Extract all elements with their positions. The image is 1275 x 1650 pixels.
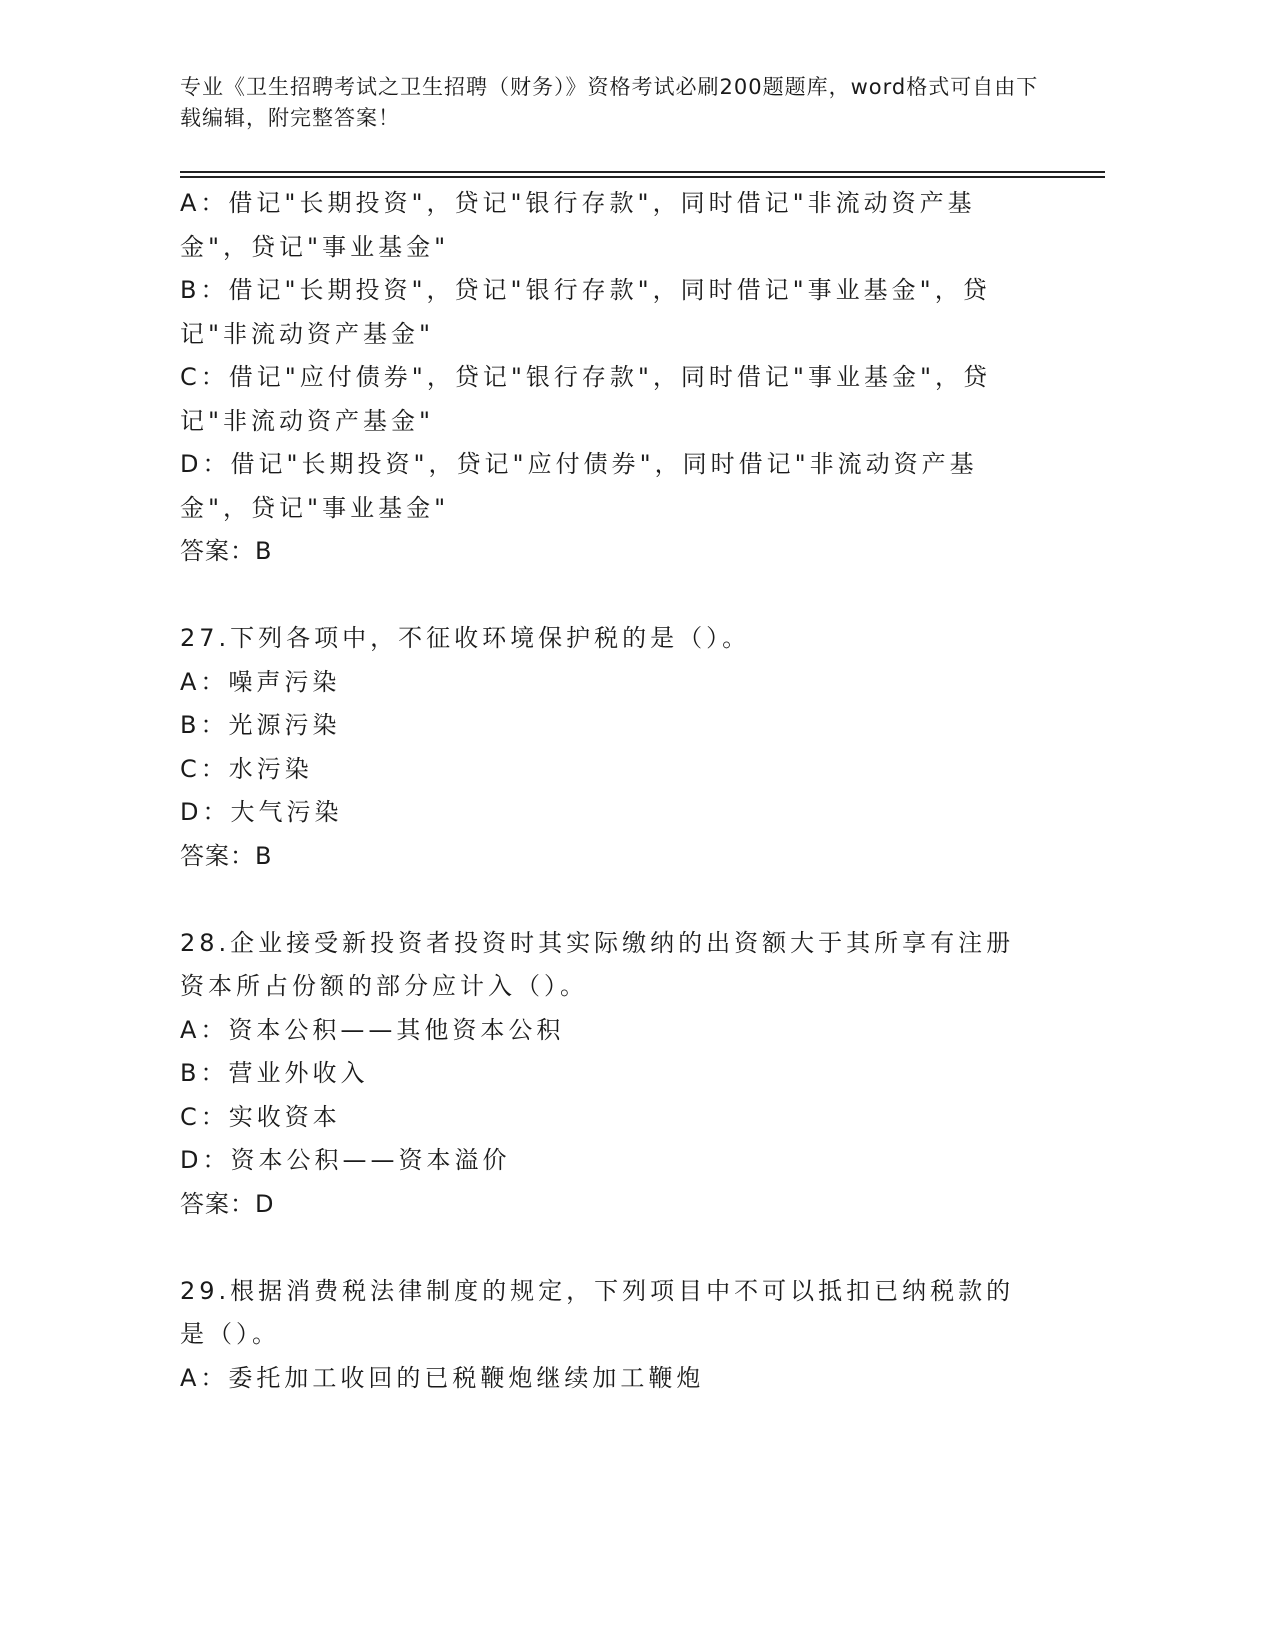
option-a: A：噪声污染	[180, 667, 341, 696]
option-d: D：资本公积——资本溢价	[180, 1146, 511, 1174]
question-27	[180, 617, 1040, 878]
document-header: 专业《卫生招聘考试之卫生招聘（财务）》资格考试必刷200题题库，word格式可自由下载编辑，附完整答案！	[180, 75, 1039, 130]
spacer	[180, 574, 1040, 618]
option-c: C：水污染	[180, 754, 313, 783]
question-29	[180, 1270, 1040, 1401]
answer: 答案：B	[180, 841, 273, 870]
option-d: D：大气污染	[180, 798, 343, 826]
question-stem: 28.企业接受新投资者投资时其实际缴纳的出资额大于其所享有注册资本所占份额的部分应计入（）。	[180, 928, 1015, 1000]
question-content	[180, 182, 1040, 1400]
header-divider-bottom	[180, 176, 1105, 178]
option-b: B：借记"长期投资"，贷记"银行存款"，同时借记"事业基金"，贷记"非流动资产基金"	[180, 276, 991, 348]
question-stem: 27.下列各项中，不征收环境保护税的是（）。	[180, 624, 751, 652]
option-c: C：借记"应付债券"，贷记"银行存款"，同时借记"事业基金"，贷记"非流动资产基金"	[180, 363, 991, 435]
question-28	[180, 922, 1040, 1227]
option-a: A：委托加工收回的已税鞭炮继续加工鞭炮	[180, 1363, 705, 1392]
question-previous	[180, 182, 1040, 574]
answer: 答案：D	[180, 1189, 275, 1218]
option-a: A：借记"长期投资"，贷记"银行存款"，同时借记"非流动资产基金"，贷记"事业基金"	[180, 189, 976, 261]
option-d: D：借记"长期投资"，贷记"应付债券"，同时借记"非流动资产基金"，贷记"事业基金"	[180, 450, 978, 522]
spacer	[180, 1226, 1040, 1270]
option-b: B：光源污染	[180, 711, 341, 739]
option-b: B：营业外收入	[180, 1059, 369, 1087]
option-c: C：实收资本	[180, 1102, 341, 1131]
option-a: A：资本公积——其他资本公积	[180, 1015, 565, 1044]
header-divider-top	[180, 171, 1105, 173]
question-stem: 29.根据消费税法律制度的规定，下列项目中不可以抵扣已纳税款的是（）。	[180, 1276, 1015, 1348]
spacer	[180, 878, 1040, 922]
answer: 答案：B	[180, 537, 273, 565]
